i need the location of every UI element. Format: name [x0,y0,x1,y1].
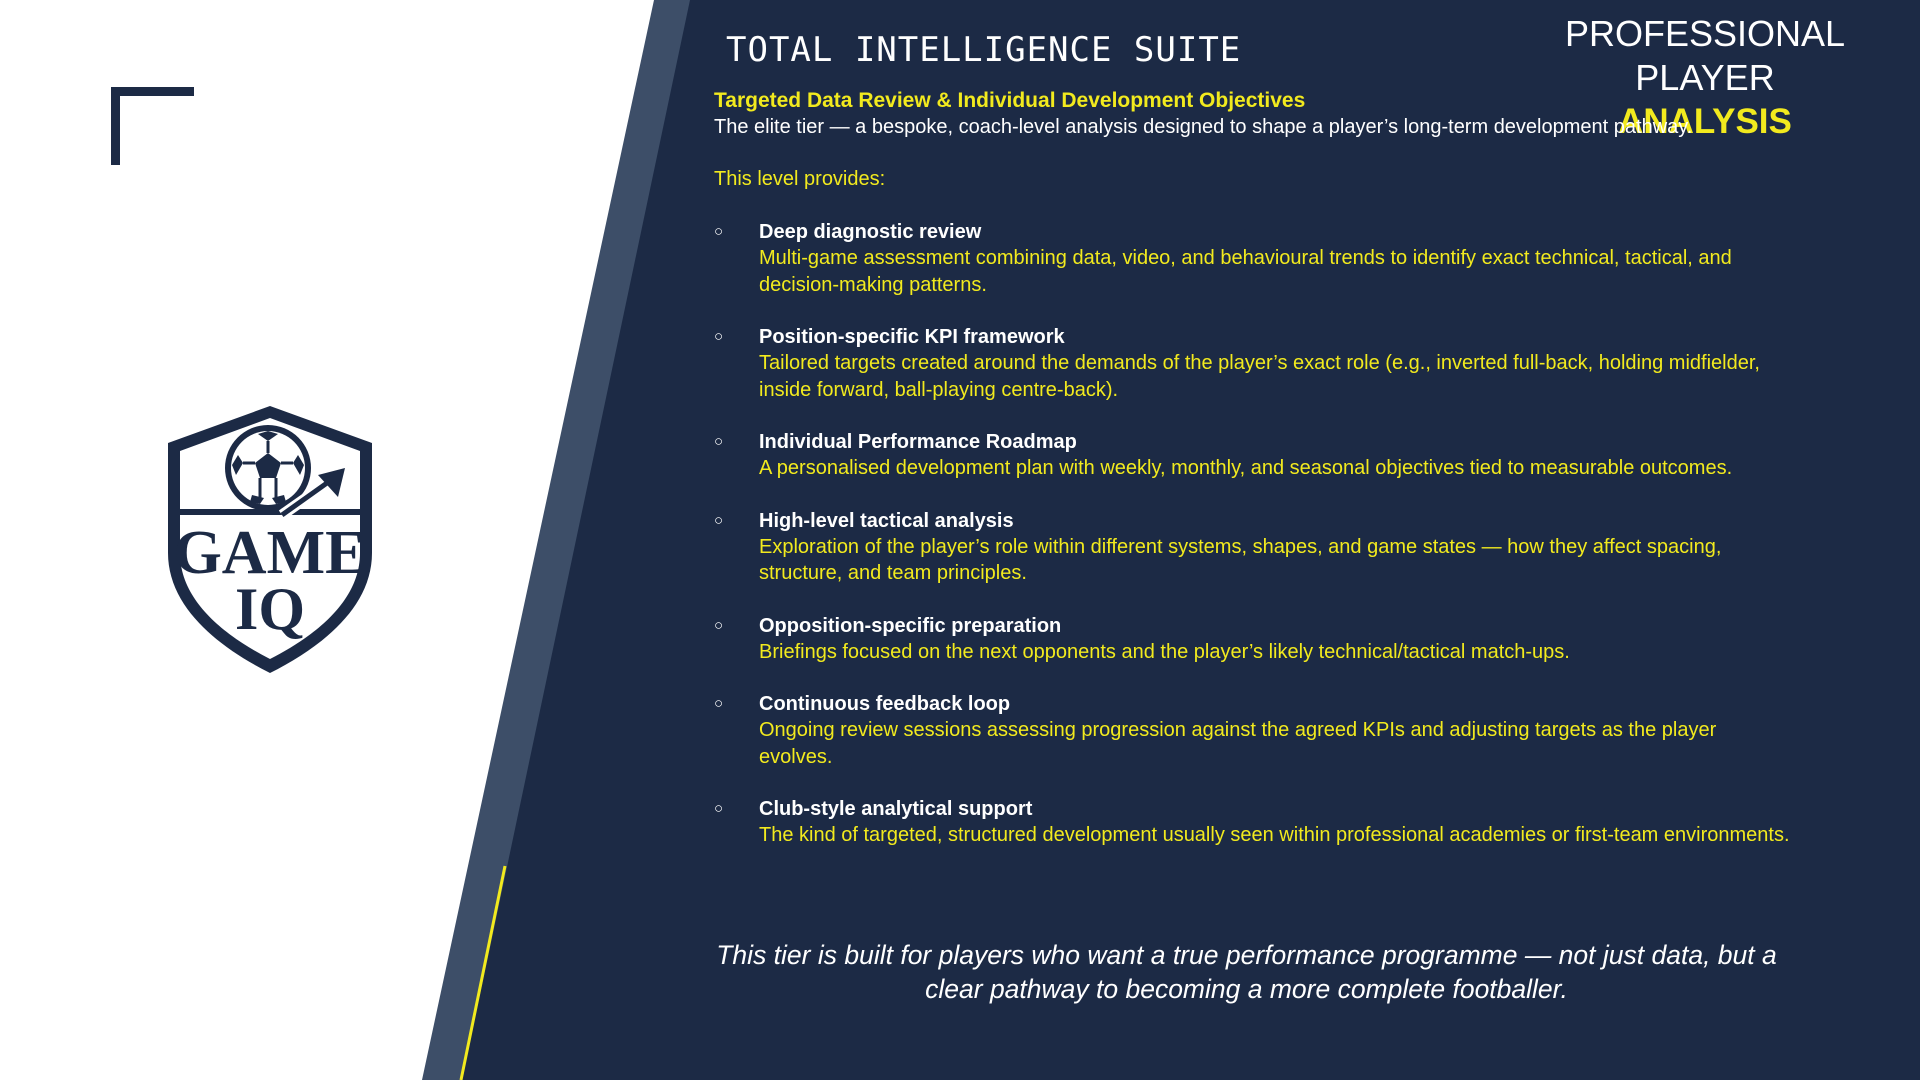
bullet-icon: ○ [714,433,724,450]
corner-bracket-decoration [111,87,194,165]
item-description: Briefings focused on the next opponents and the player’s likely technical/tactical match-ups. [759,640,1570,663]
item-title: High-level tactical analysis [759,509,1014,532]
item-title: Position-specific KPI framework [759,326,1065,348]
list-item [714,429,1794,482]
list-item [714,508,1794,587]
item-title: Deep diagnostic review [759,221,982,243]
header-analysis: ANALYSIS [1618,102,1792,141]
logo-text-iq: IQ [234,576,306,642]
list-item [714,613,1794,666]
item-description: Tailored targets created around the demands of the player’s exact role (e.g., inverted full-back, holding midfielder, inside forward, ball-playing centre-back). [759,352,1760,401]
closing-statement: This tier is built for players who want a true performance programme — not just data, but a clear pathway to becoming a more complete footballer. [716,940,1777,1004]
bullet-icon: ○ [714,616,724,634]
main-content [714,88,1794,875]
item-title: Opposition-specific preparation [759,614,1062,637]
bullet-icon: ○ [714,695,724,712]
item-title: Club-style analytical support [759,798,1033,820]
game-iq-logo [160,403,380,678]
item-description: Ongoing review sessions assessing progression against the agreed KPIs and adjusting targets as the player evolves. [759,719,1717,768]
provides-label: This level provides: [714,168,886,190]
item-description: Exploration of the player’s role within different systems, shapes, and game states — how they affect spacing, structure, and team principles. [759,535,1722,584]
item-description: The kind of targeted, structured development usually seen within professional academies or first-team environments. [759,824,1790,846]
list-item [714,219,1794,298]
bullet-icon: ○ [714,800,724,817]
bullet-icon: ○ [714,223,724,240]
section-subtitle: Targeted Data Review & Individual Development Objectives [714,89,1306,112]
list-item [714,691,1794,770]
list-item [714,324,1794,403]
list-item [714,796,1794,849]
item-description: A personalised development plan with weekly, monthly, and seasonal objectives tied to measurable outcomes. [759,457,1733,479]
item-title: Individual Performance Roadmap [759,431,1077,453]
suite-title: TOTAL INTELLIGENCE SUITE [726,30,1242,70]
header-professional-player: PROFESSIONAL PLAYER [1564,13,1846,98]
intro-text: The elite tier — a bespoke, coach-level analysis designed to shape a player’s long-term development pathway. [714,116,1693,138]
feature-list [714,219,1794,849]
item-description: Multi-game assessment combining data, video, and behavioural trends to identify exact technical, tactical, and decision-making patterns. [759,247,1732,296]
item-title: Continuous feedback loop [759,693,1011,715]
bullet-icon: ○ [714,511,724,529]
logo-text-game: GAME [173,519,367,587]
bullet-icon: ○ [714,328,724,345]
